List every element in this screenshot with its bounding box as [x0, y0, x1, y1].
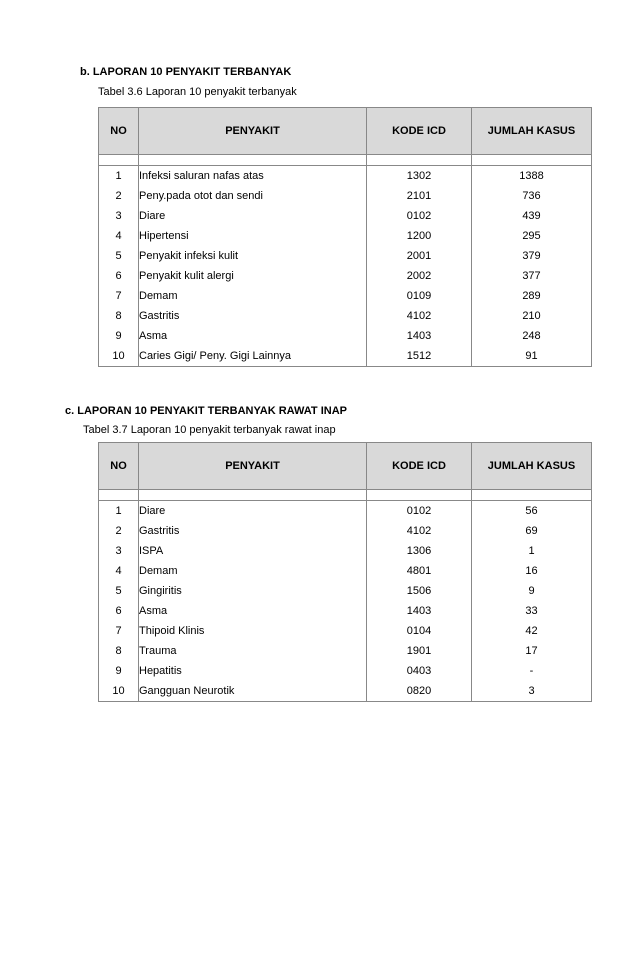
row-number: 3 — [99, 206, 139, 226]
table-row — [99, 226, 592, 246]
column-header-jumlah-kasus: JUMLAH KASUS — [472, 443, 592, 490]
case-count: 736 — [472, 186, 592, 206]
icd-code: 1403 — [367, 326, 472, 346]
row-number: 5 — [99, 246, 139, 266]
icd-code: 0102 — [367, 206, 472, 226]
disease-name: Penyakit kulit alergi — [139, 266, 367, 286]
table-spacer-row — [99, 490, 592, 501]
icd-code: 0109 — [367, 286, 472, 306]
table-spacer-row — [99, 155, 592, 166]
icd-code: 2001 — [367, 246, 472, 266]
icd-code: 0820 — [367, 681, 472, 702]
case-count: 9 — [472, 581, 592, 601]
table-row — [99, 326, 592, 346]
table-row — [99, 601, 592, 621]
section-b-heading: b. LAPORAN 10 PENYAKIT TERBANYAK — [80, 66, 292, 78]
case-count: 69 — [472, 521, 592, 541]
table-row — [99, 186, 592, 206]
disease-name: Diare — [139, 501, 367, 522]
spacer-cell — [139, 490, 367, 501]
disease-name: Asma — [139, 326, 367, 346]
case-count: 439 — [472, 206, 592, 226]
row-number: 2 — [99, 186, 139, 206]
table-row — [99, 266, 592, 286]
disease-name: Hipertensi — [139, 226, 367, 246]
disease-name: Diare — [139, 206, 367, 226]
spacer-cell — [99, 490, 139, 501]
case-count: 3 — [472, 681, 592, 702]
column-header-no: NO — [99, 108, 139, 155]
case-count: 91 — [472, 346, 592, 367]
disease-name: Trauma — [139, 641, 367, 661]
row-number: 6 — [99, 601, 139, 621]
disease-name: Gangguan Neurotik — [139, 681, 367, 702]
icd-code: 0104 — [367, 621, 472, 641]
row-number: 9 — [99, 326, 139, 346]
column-header-kode-icd: KODE ICD — [367, 443, 472, 490]
icd-code: 2101 — [367, 186, 472, 206]
section-c-heading: c. LAPORAN 10 PENYAKIT TERBANYAK RAWAT INAP — [65, 405, 347, 417]
row-number: 7 — [99, 621, 139, 641]
row-number: 7 — [99, 286, 139, 306]
spacer-cell — [367, 155, 472, 166]
table-row — [99, 681, 592, 702]
icd-code: 4102 — [367, 306, 472, 326]
disease-name: Asma — [139, 601, 367, 621]
case-count: 1388 — [472, 166, 592, 187]
table-row — [99, 621, 592, 641]
table-row — [99, 541, 592, 561]
case-count: 295 — [472, 226, 592, 246]
case-count: - — [472, 661, 592, 681]
column-header-penyakit: PENYAKIT — [139, 108, 367, 155]
case-count: 248 — [472, 326, 592, 346]
icd-code: 0102 — [367, 501, 472, 522]
spacer-cell — [99, 155, 139, 166]
icd-code: 2002 — [367, 266, 472, 286]
column-header-no: NO — [99, 443, 139, 490]
row-number: 5 — [99, 581, 139, 601]
spacer-cell — [139, 155, 367, 166]
table-header-row — [99, 443, 592, 490]
spacer-cell — [367, 490, 472, 501]
column-header-jumlah-kasus: JUMLAH KASUS — [472, 108, 592, 155]
disease-name: Peny.pada otot dan sendi — [139, 186, 367, 206]
disease-name: Gingiritis — [139, 581, 367, 601]
disease-name: Penyakit infeksi kulit — [139, 246, 367, 266]
icd-code: 1403 — [367, 601, 472, 621]
row-number: 4 — [99, 226, 139, 246]
row-number: 10 — [99, 346, 139, 367]
row-number: 6 — [99, 266, 139, 286]
table-row — [99, 641, 592, 661]
icd-code: 4102 — [367, 521, 472, 541]
table-row — [99, 346, 592, 367]
disease-name: Demam — [139, 561, 367, 581]
row-number: 3 — [99, 541, 139, 561]
icd-code: 1506 — [367, 581, 472, 601]
column-header-penyakit: PENYAKIT — [139, 443, 367, 490]
table-row — [99, 246, 592, 266]
row-number: 8 — [99, 641, 139, 661]
row-number: 10 — [99, 681, 139, 702]
case-count: 210 — [472, 306, 592, 326]
spacer-cell — [472, 155, 592, 166]
row-number: 8 — [99, 306, 139, 326]
case-count: 379 — [472, 246, 592, 266]
icd-code: 1901 — [367, 641, 472, 661]
table-row — [99, 521, 592, 541]
table-header-row — [99, 108, 592, 155]
disease-name: ISPA — [139, 541, 367, 561]
column-header-kode-icd: KODE ICD — [367, 108, 472, 155]
row-number: 1 — [99, 166, 139, 187]
row-number: 4 — [99, 561, 139, 581]
case-count: 289 — [472, 286, 592, 306]
row-number: 9 — [99, 661, 139, 681]
case-count: 16 — [472, 561, 592, 581]
case-count: 33 — [472, 601, 592, 621]
table-3-6 — [98, 107, 592, 367]
table-row — [99, 501, 592, 522]
icd-code: 4801 — [367, 561, 472, 581]
icd-code: 1200 — [367, 226, 472, 246]
disease-name: Demam — [139, 286, 367, 306]
case-count: 56 — [472, 501, 592, 522]
table-row — [99, 581, 592, 601]
table-row — [99, 286, 592, 306]
table-row — [99, 306, 592, 326]
table-row — [99, 166, 592, 187]
icd-code: 1306 — [367, 541, 472, 561]
icd-code: 1302 — [367, 166, 472, 187]
icd-code: 1512 — [367, 346, 472, 367]
table-3-7-caption: Tabel 3.7 Laporan 10 penyakit terbanyak rawat inap — [83, 424, 336, 436]
disease-name: Gastritis — [139, 306, 367, 326]
disease-name: Thipoid Klinis — [139, 621, 367, 641]
spacer-cell — [472, 490, 592, 501]
icd-code: 0403 — [367, 661, 472, 681]
disease-name: Caries Gigi/ Peny. Gigi Lainnya — [139, 346, 367, 367]
table-3-6-caption: Tabel 3.6 Laporan 10 penyakit terbanyak — [98, 86, 297, 98]
case-count: 17 — [472, 641, 592, 661]
table-row — [99, 206, 592, 226]
row-number: 2 — [99, 521, 139, 541]
disease-name: Gastritis — [139, 521, 367, 541]
table-row — [99, 661, 592, 681]
case-count: 1 — [472, 541, 592, 561]
disease-name: Infeksi saluran nafas atas — [139, 166, 367, 187]
table-3-7 — [98, 442, 592, 702]
table-row — [99, 561, 592, 581]
row-number: 1 — [99, 501, 139, 522]
case-count: 42 — [472, 621, 592, 641]
case-count: 377 — [472, 266, 592, 286]
disease-name: Hepatitis — [139, 661, 367, 681]
